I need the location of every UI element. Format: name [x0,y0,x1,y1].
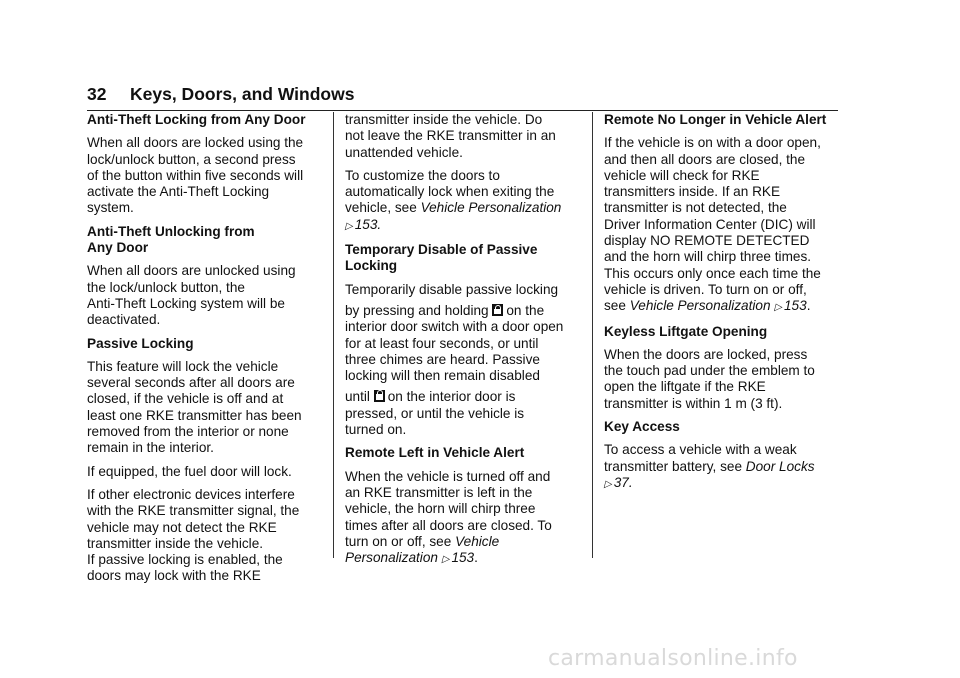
text-line: display NO REMOTE DETECTED [604,233,810,249]
text-line: To access a vehicle with a weak [604,442,797,458]
text-line: several seconds after all doors are [87,375,295,391]
reference-arrow-icon: ▷ [604,478,612,490]
text-line: To customize the doors to [345,167,500,183]
page-reference-number: 37 [613,474,629,490]
text-line: When all doors are locked using the [87,135,304,151]
text-line: for at least four seconds, or until [345,335,539,351]
watermark: carmanualsonline.info [548,646,798,671]
page-number: 32 [87,84,107,104]
text-fragment: on the [506,302,545,318]
personalization-link[interactable]: Personalization [345,550,438,566]
heading-passive-locking: Passive Locking [87,335,194,351]
text-line: the touch pad under the emblem to [604,363,815,379]
text-line: an RKE transmitter is left in the [345,484,533,500]
section-title: Keys, Doors, and Windows [130,84,355,104]
column-3 [604,112,842,493]
text-line: doors may lock with the RKE [87,568,261,584]
text-line [345,550,583,568]
text-line: vehicle may not detect the RKE [87,519,277,535]
text-line: If the vehicle is on with a door open, [604,135,821,151]
text-line: This occurs only once each time the [604,265,821,281]
text-line: Anti-Theft Unlocking from [87,223,255,239]
page-reference[interactable] [774,298,806,313]
text-line [345,534,583,550]
text-line [345,200,583,216]
text-line: open the liftgate if the RKE [604,379,766,395]
text-line [604,298,842,316]
text-line: remain in the interior. [87,440,214,456]
heading-keyless-liftgate: Keyless Liftgate Opening [604,323,768,339]
text-line: activate the Anti-Theft Locking [87,184,270,200]
paragraph [604,347,842,412]
page-reference[interactable] [604,475,842,493]
text-line: turned on. [345,422,407,438]
text-line: deactivated. [87,312,161,328]
vehicle-link[interactable]: Vehicle [455,533,500,549]
text-line: transmitter inside the vehicle. Do [345,112,543,127]
page-header [87,80,838,111]
period: . [377,216,382,232]
period: . [628,474,633,490]
text-fragment: until [345,389,370,405]
text-line: three chimes are heard. Passive [345,351,540,367]
paragraph [345,168,583,235]
text-fragment: transmitter battery, see [604,458,746,474]
text-fragment: see [604,298,630,314]
column-1 [87,112,325,585]
text-line: and the horn will chirp three times. [604,249,812,265]
paragraph [604,135,842,316]
text-line: and then all doors are closed, the [604,151,806,167]
text-line: transmitter inside the vehicle. [87,535,264,551]
text-line: transmitter is not detected, the [604,200,787,216]
text-line: Driver Information Center (DIC) will [604,216,816,232]
reference-arrow-icon: ▷ [345,220,353,232]
paragraph [604,442,842,493]
vehicle-personalization-link[interactable]: Vehicle Personalization [629,298,771,314]
text-line: unattended vehicle. [345,144,463,160]
paragraph [87,135,325,216]
text-line: When the vehicle is turned off and [345,468,551,484]
text-line: vehicle will check for RKE [604,167,760,183]
text-line: the lock/unlock button, the [87,279,245,295]
paragraph [345,112,583,161]
unlock-icon [492,304,503,316]
text-line: least one RKE transmitter has been [87,407,302,423]
page-reference[interactable] [442,550,474,565]
text-line: If other electronic devices interfere [87,486,295,502]
text-fragment: by pressing and holding [345,302,489,318]
page-reference-number: 153 [354,216,378,232]
text-line: system. [87,200,134,216]
paragraph [345,282,583,439]
period: . [474,550,478,566]
text-fragment: on the interior door is [387,389,516,405]
page-reference-number: 153 [784,298,807,314]
paragraph [87,263,325,328]
text-line: Anti-Theft Locking system will be [87,295,285,311]
lock-icon [374,390,385,402]
reference-arrow-icon: ▷ [441,554,450,566]
column-divider [333,112,334,558]
heading-temporary-disable [345,242,583,275]
text-fragment: turn on or off, see [345,533,456,549]
text-line: of the button within five seconds will [87,167,304,183]
heading-remote-left-alert: Remote Left in Vehicle Alert [345,445,525,461]
page-reference-number: 153 [451,550,475,566]
column-2 [345,112,583,568]
text-fragment: vehicle, see [345,200,421,216]
column-divider [592,112,593,558]
text-line: interior door switch with a door open [345,319,564,335]
reference-arrow-icon: ▷ [774,302,782,314]
paragraph [87,464,325,480]
heading-key-access: Key Access [604,419,680,435]
text-line: Temporarily disable passive locking [345,281,559,297]
paragraph [87,487,325,585]
text-line: pressed, or until the vehicle is [345,405,525,421]
door-locks-link[interactable]: Door Locks [745,458,815,474]
vehicle-personalization-link[interactable]: Vehicle Personalization [420,200,562,216]
paragraph [87,359,325,457]
page-reference[interactable] [345,217,583,235]
text-line: not leave the RKE transmitter in an [345,128,556,144]
text-line: Locking [345,258,398,274]
text-line: vehicle, the horn will chirp three [345,501,536,517]
text-line [345,389,583,405]
text-line: vehicle is driven. To turn on or off, [604,281,807,297]
text-line: locking will then remain disabled [345,368,540,384]
text-line: automatically lock when exiting the [345,184,555,200]
period: . [806,298,811,314]
text-line: This feature will lock the vehicle [87,358,279,374]
text-line [345,303,583,319]
text-line: with the RKE transmitter signal, the [87,503,300,519]
text-line: transmitters inside. If an RKE [604,184,781,200]
text-line: transmitter is within 1 m (3 ft). [604,395,783,411]
text-line: If equipped, the fuel door will lock. [87,463,292,479]
text-line: If passive locking is enabled, the [87,552,283,568]
heading-remote-no-longer-alert: Remote No Longer in Vehicle Alert [604,112,827,127]
text-line: closed, if the vehicle is off and at [87,391,284,407]
text-line: Any Door [87,240,149,256]
paragraph [345,469,583,569]
heading-anti-theft-locking: Anti-Theft Locking from Any Door [87,112,306,127]
text-line: When all doors are unlocked using [87,263,296,279]
text-line: When the doors are locked, press [604,346,808,362]
text-line: lock/unlock button, a second press [87,151,296,167]
text-line: removed from the interior or none [87,424,289,440]
text-line: Temporary Disable of Passive [345,242,538,258]
text-line: times after all doors are closed. To [345,517,552,533]
text-line [604,459,842,475]
heading-anti-theft-unlocking [87,224,325,257]
